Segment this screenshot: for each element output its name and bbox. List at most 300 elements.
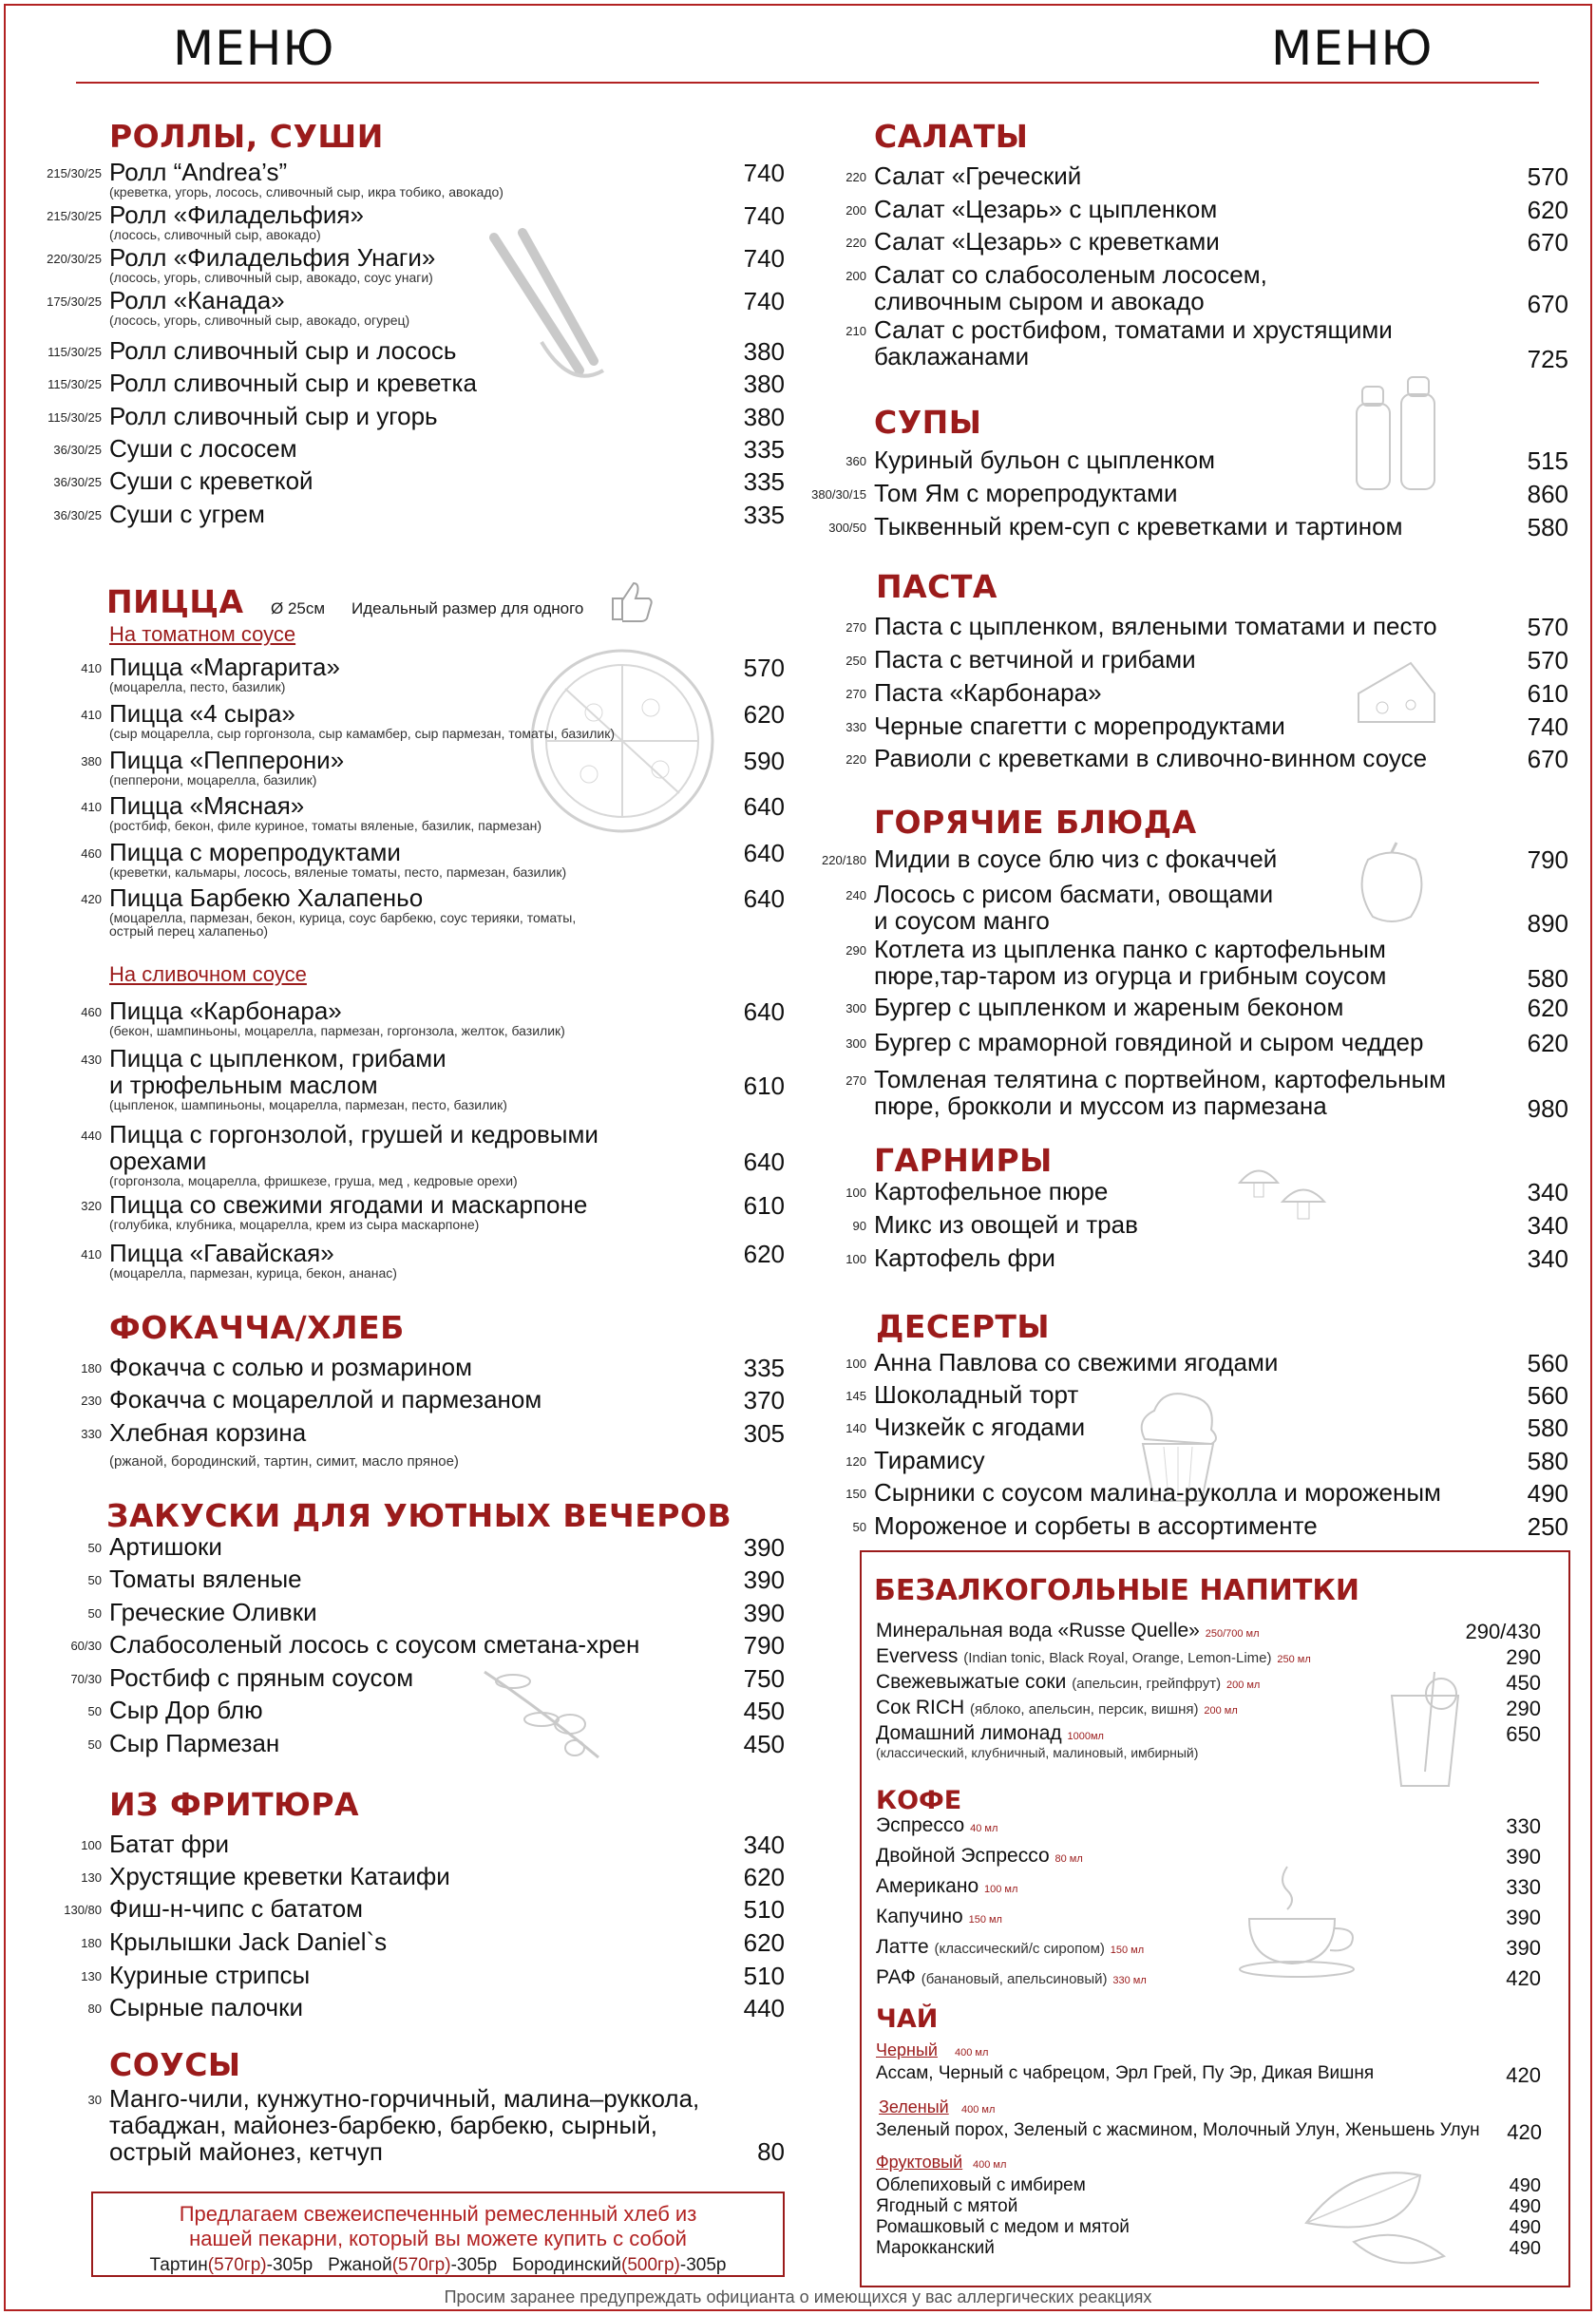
- fruit-tea-price: 490: [1509, 2196, 1541, 2217]
- item-name: Салат с ростбифом, томатами и хрустящими: [874, 315, 1393, 344]
- item-name: Картофель фри: [874, 1243, 1055, 1272]
- sauces-item: [87, 2084, 700, 2166]
- item-price: 570: [1527, 162, 1568, 191]
- drink-price: 290/430: [1465, 1620, 1541, 1643]
- fruit-tea-price: 490: [1509, 2238, 1541, 2259]
- menu-item: [81, 996, 565, 1038]
- item-price: 570: [743, 654, 785, 682]
- item-name: Сыр Дор блю: [109, 1696, 263, 1724]
- menu-item: [53, 466, 314, 495]
- drink-note: (классический/с сиропом): [934, 1941, 1105, 1957]
- item-name-line-2: пюре,тар-таром из огурца и грибным соусом: [874, 961, 1387, 990]
- drink-note: (апельсин, грейпфрут): [1072, 1676, 1222, 1692]
- item-weight: 200: [846, 269, 866, 283]
- item-weight: 230: [81, 1394, 102, 1408]
- menu-item: [87, 1729, 280, 1757]
- item-price: 340: [1527, 1211, 1568, 1240]
- item-name: Салат со слабосоленым лососем,: [874, 260, 1267, 289]
- item-price: 570: [1527, 613, 1568, 641]
- sauces-line-2: табаджан, майонез-барбекю, барбекю, сырный,: [109, 2111, 657, 2139]
- item-price: 640: [743, 792, 785, 821]
- drink-price: 290: [1506, 1645, 1541, 1669]
- item-weight: 240: [846, 888, 866, 902]
- cream-sauce-label: На сливочном соусе: [109, 962, 307, 986]
- item-price: 890: [1527, 909, 1568, 938]
- item-price: 390: [743, 1565, 785, 1594]
- item-weight: 50: [87, 1573, 102, 1587]
- olive-branch-sketch-icon: [475, 1653, 608, 1767]
- item-weight: 130: [81, 1969, 102, 1983]
- pepper-sketch-icon: [1349, 841, 1434, 926]
- item-name: Артишоки: [109, 1532, 222, 1561]
- item-weight: 175/30/25: [47, 294, 102, 309]
- menu-item: [81, 1190, 588, 1232]
- mushrooms-sketch-icon: [1235, 1159, 1330, 1235]
- tomato-sauce-label: На томатном соусе: [109, 622, 296, 646]
- drink-name: Двойной Эспрессо: [876, 1845, 1050, 1867]
- item-weight: 30: [87, 2093, 102, 2107]
- item-name: Пицца «Карбонара»: [109, 996, 342, 1025]
- item-price: 750: [743, 1664, 785, 1693]
- item-price: 440: [743, 1994, 785, 2022]
- drink-item: [876, 1906, 1002, 1928]
- item-weight: 360: [846, 454, 866, 468]
- item-weight: 120: [846, 1454, 866, 1469]
- item-desc: (креветки, кальмары, лосось, вяленые томаты, песто, пармезан, базилик): [109, 864, 567, 880]
- pizza-size-note: Ø 25см: [271, 599, 326, 617]
- item-weight: 100: [846, 1252, 866, 1266]
- item-weight: 210: [846, 324, 866, 338]
- menu-item: [47, 158, 504, 199]
- item-price: 860: [1527, 480, 1568, 508]
- soups-section-title: СУПЫ: [874, 404, 982, 441]
- bakery-item-price: -305р: [266, 2255, 314, 2275]
- item-name: Слабосоленый лосось с соусом сметана-хрен: [109, 1630, 640, 1659]
- item-name: Котлета из цыпленка панко с картофельным: [874, 935, 1386, 963]
- item-weight: 380/30/15: [811, 487, 866, 502]
- item-weight: 215/30/25: [47, 166, 102, 180]
- drink-item: [876, 1671, 1260, 1694]
- menu-item: [846, 227, 1220, 256]
- menu-item: [81, 1353, 472, 1381]
- tea-fruit-label: [876, 2153, 962, 2173]
- item-price: 570: [1527, 646, 1568, 674]
- menu-item: [81, 883, 577, 939]
- item-weight: 300: [846, 1036, 866, 1051]
- item-price: 620: [743, 700, 785, 729]
- menu-item: [87, 1532, 222, 1561]
- menu-item: [53, 500, 265, 528]
- item-price: 740: [743, 244, 785, 273]
- item-price: 560: [1527, 1349, 1568, 1377]
- item-name: Паста с цыпленком, вялеными томатами и песто: [874, 612, 1437, 640]
- item-price: 450: [743, 1697, 785, 1725]
- drink-name: Минеральная вода «Russe Quelle»: [876, 1620, 1200, 1641]
- item-name-line-2: сливочным сыром и авокадо: [874, 287, 1205, 315]
- item-weight: 150: [846, 1487, 866, 1501]
- menu-item: [846, 1478, 1441, 1507]
- item-price: 640: [743, 997, 785, 1026]
- item-price: 380: [743, 337, 785, 366]
- item-name: Ролл сливочный сыр и креветка: [109, 369, 477, 397]
- drink-volume: 330 мл: [1112, 1975, 1147, 1986]
- item-price: 450: [743, 1730, 785, 1758]
- menu-item: [846, 993, 1344, 1021]
- item-desc: (горгонзола, моцарелла, фришкезе, груша, мед , кедровые орехи): [109, 1173, 518, 1188]
- item-name: Ролл «Канада»: [109, 286, 285, 314]
- bakery-item-name: Ржаной: [328, 2255, 392, 2275]
- item-name: Бургер с мраморной говядиной и сыром чеддер: [874, 1028, 1424, 1056]
- item-name: Фиш-н-чипс с бататом: [109, 1894, 364, 1923]
- bakery-item-weight: (500гр): [621, 2255, 680, 2275]
- item-price: 620: [743, 1863, 785, 1891]
- item-price: 640: [743, 884, 785, 913]
- bakery-items: [93, 2255, 783, 2276]
- item-weight: 320: [81, 1199, 102, 1213]
- drink-volume: 250 мл: [1277, 1654, 1311, 1665]
- item-price: 610: [743, 1072, 785, 1100]
- drink-price: 390: [1506, 1845, 1541, 1869]
- bakery-item-weight: (570гр): [391, 2255, 451, 2275]
- menu-item: [81, 653, 340, 694]
- item-price: 790: [743, 1631, 785, 1660]
- drink-volume: 40 мл: [970, 1823, 998, 1834]
- menu-item: [47, 200, 364, 242]
- item-weight: 410: [81, 661, 102, 675]
- item-name: Суши с угрем: [109, 500, 265, 528]
- item-weight: 270: [846, 1073, 866, 1088]
- item-desc: (лосось, сливочный сыр, авокадо): [109, 227, 321, 242]
- item-price: 560: [1527, 1381, 1568, 1410]
- item-price: 790: [1527, 845, 1568, 874]
- item-price: 610: [743, 1191, 785, 1220]
- drink-price: 450: [1506, 1671, 1541, 1695]
- item-price: 580: [1527, 1414, 1568, 1442]
- fruit-tea-name: Марокканский: [876, 2238, 995, 2258]
- item-desc: (бекон, шампиньоны, моцарелла, пармезан, горгонзола, желток, базилик): [109, 1023, 565, 1038]
- item-weight: 115/30/25: [48, 410, 102, 425]
- item-weight: 36/30/25: [53, 475, 102, 489]
- item-name: Анна Павлова со свежими ягодами: [874, 1348, 1279, 1376]
- item-weight: 80: [87, 2002, 102, 2016]
- item-name: Пицца «Маргарита»: [109, 653, 340, 681]
- item-price: 610: [1527, 679, 1568, 708]
- item-name: Хрустящие креветки Катаифи: [109, 1862, 450, 1890]
- item-name: Равиоли с креветками в сливочно-винном соусе: [874, 744, 1428, 772]
- item-name: Пицца «Мясная»: [109, 791, 305, 820]
- item-name: Мидии в соусе блю чиз с фокаччей: [874, 844, 1278, 873]
- item-price: 380: [743, 370, 785, 398]
- pizza-sketch-icon: [518, 646, 727, 836]
- item-name: Бургер с цыпленком и жареным беконом: [874, 993, 1344, 1021]
- item-name: Пицца с морепродуктами: [109, 838, 401, 866]
- item-weight: 250: [846, 654, 866, 668]
- drink-name: Домашний лимонад: [876, 1722, 1062, 1744]
- menu-item: [87, 1993, 303, 2021]
- bakery-item-price: -305р: [679, 2255, 727, 2275]
- item-weight: 220: [846, 236, 866, 250]
- menu-item: [81, 1862, 450, 1890]
- drink-name: Латте: [876, 1936, 929, 1958]
- item-price: 305: [743, 1419, 785, 1448]
- item-price: 515: [1527, 446, 1568, 475]
- item-name-line-2: и соусом манго: [874, 906, 1050, 935]
- item-price: 510: [743, 1895, 785, 1924]
- menu-item: [48, 369, 477, 397]
- item-weight: 140: [846, 1421, 866, 1435]
- menu-item: [846, 935, 1387, 990]
- item-price: 740: [743, 287, 785, 315]
- menu-item: [846, 712, 1285, 740]
- sauces-line-3: острый майонез, кетчуп: [109, 2137, 383, 2166]
- drink-price: 330: [1506, 1814, 1541, 1838]
- tea-section-title: ЧАЙ: [876, 2004, 939, 2034]
- drink-item: [876, 1875, 1017, 1898]
- fruit-tea-name: Облепиховый с имбирем: [876, 2175, 1086, 2195]
- menu-item: [87, 1598, 317, 1626]
- menu-item: [70, 1663, 414, 1692]
- item-weight: 130: [81, 1870, 102, 1885]
- menu-item: [81, 838, 567, 880]
- item-desc: (сыр моцарелла, сыр горгонзола, сыр камамбер, сыр пармезан, томаты, базилик): [109, 726, 616, 741]
- item-weight: 300/50: [828, 521, 866, 535]
- item-name: Пицца с горгонзолой, грушей и кедровыми: [109, 1120, 598, 1148]
- drink-volume: 150 мл: [1110, 1945, 1145, 1956]
- item-price: 980: [1527, 1094, 1568, 1123]
- menu-item: [846, 678, 1102, 707]
- item-weight: 115/30/25: [48, 345, 102, 359]
- item-weight: 145: [846, 1389, 866, 1403]
- item-name: Ролл «Филадельфия»: [109, 200, 364, 229]
- menu-item: [846, 1065, 1447, 1120]
- item-name: Паста с ветчиной и грибами: [874, 645, 1196, 674]
- item-name: Чизкейк с ягодами: [874, 1413, 1086, 1441]
- item-weight: 270: [846, 687, 866, 701]
- item-price: 335: [743, 1354, 785, 1382]
- item-name: Том Ям с морепродуктами: [874, 479, 1178, 507]
- item-name-line-2: баклажанами: [874, 342, 1030, 370]
- drink-item: [876, 1936, 1144, 1959]
- item-weight: 270: [846, 620, 866, 635]
- tea-green-label-text: Зеленый: [879, 2097, 949, 2116]
- menu-item: [81, 1044, 507, 1112]
- drink-item: [876, 1845, 1083, 1868]
- menu-item: [846, 612, 1437, 640]
- item-weight: 50: [87, 1737, 102, 1752]
- item-name: Сыр Пармезан: [109, 1729, 280, 1757]
- item-name: Сырники с соусом малина-руколла и мороженым: [874, 1478, 1441, 1507]
- drink-price: 650: [1506, 1722, 1541, 1746]
- bread-basket-desc: (ржаной, бородинский, тартин, симит, масло пряное): [109, 1453, 459, 1470]
- chopsticks-sketch-icon: [475, 228, 608, 389]
- tea-black-price: 420: [1506, 2063, 1541, 2087]
- fruit-tea-price: 490: [1509, 2217, 1541, 2238]
- drink-price: 290: [1506, 1697, 1541, 1720]
- menu-item: [81, 1418, 307, 1447]
- sauces-line-1: Манго-чили, кунжутно-горчичный, малина–руккола,: [109, 2084, 700, 2113]
- menu-title-left: МЕНЮ: [173, 21, 335, 76]
- lemonade-desc: (классический, клубничный, малиновый, имбирный): [876, 1745, 1199, 1760]
- fried-section-title: ИЗ ФРИТЮРА: [109, 1786, 360, 1823]
- pasta-section-title: ПАСТА: [876, 568, 998, 605]
- item-name: Микс из овощей и трав: [874, 1210, 1138, 1239]
- salads-section-title: САЛАТЫ: [874, 118, 1029, 155]
- bakery-item-weight: (570гр): [207, 2255, 267, 2275]
- menu-item: [64, 1894, 364, 1923]
- sides-section-title: ГАРНИРЫ: [874, 1142, 1053, 1179]
- item-price: 340: [743, 1831, 785, 1859]
- item-price: 620: [743, 1928, 785, 1957]
- item-weight: 220/30/25: [47, 252, 102, 266]
- item-desc: (пепперони, моцарелла, базилик): [109, 772, 317, 787]
- drink-item: [876, 1722, 1104, 1745]
- item-price: 390: [743, 1533, 785, 1562]
- drink-name: РАФ: [876, 1966, 916, 1988]
- tea-fruit-label-text: Фруктовый: [876, 2153, 963, 2172]
- item-weight: 460: [81, 1005, 102, 1019]
- menu-item: [48, 336, 457, 365]
- item-price: 670: [1527, 290, 1568, 318]
- item-name: Куриный бульон с цыпленком: [874, 446, 1216, 474]
- cheese-sketch-icon: [1354, 655, 1439, 731]
- item-price: 510: [743, 1962, 785, 1990]
- item-price: 740: [743, 159, 785, 187]
- menu-item: [81, 1961, 311, 1989]
- item-weight: 50: [87, 1606, 102, 1621]
- menu-item: [846, 161, 1082, 190]
- item-price: 670: [1527, 745, 1568, 773]
- item-name: Фокачча с солью и розмарином: [109, 1353, 472, 1381]
- drink-price: 390: [1506, 1906, 1541, 1929]
- item-weight: 215/30/25: [47, 209, 102, 223]
- bakery-line-1: Предлагаем свежеиспеченный ремесленный хлеб из: [179, 2202, 697, 2226]
- item-price: 740: [743, 201, 785, 230]
- item-name: Греческие Оливки: [109, 1598, 317, 1626]
- item-name: Куриные стрипсы: [109, 1961, 311, 1989]
- drink-volume: 150 мл: [968, 1914, 1002, 1926]
- menu-item: [846, 260, 1267, 315]
- allergy-footer-note: Просим заранее предупреждать официанта о имеющихся у вас аллергических реакциях: [444, 2287, 1152, 2306]
- item-price: 335: [743, 467, 785, 496]
- item-name: Ролл «Филадельфия Унаги»: [109, 243, 436, 272]
- item-name: Сырные палочки: [109, 1993, 303, 2021]
- menu-item: [846, 744, 1428, 772]
- item-weight: 36/30/25: [53, 443, 102, 457]
- menu-item: [81, 1830, 229, 1858]
- item-name: Паста «Карбонара»: [874, 678, 1102, 707]
- tea-black-label: [876, 2040, 938, 2060]
- menu-item: [846, 315, 1393, 370]
- item-price: 740: [1527, 712, 1568, 741]
- item-price: 390: [743, 1599, 785, 1627]
- tea-green-vol: 400 мл: [961, 2104, 996, 2116]
- item-weight: 300: [846, 1001, 866, 1015]
- menu-item: [846, 195, 1218, 223]
- menu-item: [852, 1210, 1138, 1239]
- drink-volume: 250/700 мл: [1205, 1628, 1260, 1640]
- item-weight: 220: [846, 170, 866, 184]
- item-name: Пицца «4 сыра»: [109, 699, 295, 728]
- item-weight: 200: [846, 203, 866, 218]
- item-price: 640: [743, 839, 785, 867]
- item-price: 490: [1527, 1479, 1568, 1508]
- item-name: Пицца Барбекю Халапеньо: [109, 883, 424, 912]
- drink-note: (яблоко, апельсин, персик, вишня): [970, 1701, 1199, 1717]
- item-price: 335: [743, 435, 785, 464]
- bakery-line-2: нашей пекарни, который вы можете купить с собой: [189, 2227, 687, 2250]
- tea-black-desc: Ассам, Черный с чабрецом, Эрл Грей, Пу Эр, Дикая Вишня: [876, 2063, 1375, 2083]
- item-weight: 330: [846, 720, 866, 734]
- item-price: 370: [743, 1386, 785, 1414]
- item-weight: 180: [81, 1361, 102, 1376]
- drink-name: Эспрессо: [876, 1814, 965, 1836]
- item-price: 340: [1527, 1244, 1568, 1273]
- item-name: Салат «Цезарь» с цыпленком: [874, 195, 1218, 223]
- menu-item: [811, 479, 1178, 507]
- pizza-size-desc: Идеальный размер для одного: [352, 599, 584, 617]
- sauces-section-title: СОУСЫ: [109, 2046, 241, 2083]
- salt-pepper-sketch-icon: [1349, 375, 1444, 494]
- item-weight: 380: [81, 754, 102, 769]
- item-weight: 60/30: [70, 1639, 102, 1653]
- item-name: Тирамису: [874, 1446, 985, 1474]
- menu-title-right: МЕНЮ: [1271, 21, 1434, 76]
- menu-item: [846, 1446, 985, 1474]
- item-weight: 410: [81, 708, 102, 722]
- fruit-tea-name: Ягодный с мятой: [876, 2196, 1018, 2216]
- menu-item: [81, 1239, 397, 1281]
- bakery-item-price: -305р: [450, 2255, 498, 2275]
- item-desc-line-2: острый перец халапеньо): [109, 923, 269, 939]
- item-weight: 220: [846, 752, 866, 767]
- drink-name: Американо: [876, 1875, 979, 1897]
- menu-item: [81, 1120, 598, 1188]
- item-weight: 70/30: [70, 1672, 102, 1686]
- drink-name: Свежевыжатые соки: [876, 1671, 1067, 1693]
- drink-volume: 1000мл: [1067, 1731, 1104, 1742]
- item-name: Томаты вяленые: [109, 1565, 302, 1593]
- item-name: Пицца «Пепперони»: [109, 746, 345, 774]
- item-name: Картофельное пюре: [874, 1177, 1109, 1205]
- menu-item: [87, 1696, 263, 1724]
- item-name: Томленая телятина с портвейном, картофельным: [874, 1065, 1447, 1093]
- item-desc: (голубика, клубника, моцарелла, крем из сыра маскарпоне): [109, 1217, 480, 1232]
- tea-black-vol: 400 мл: [955, 2047, 989, 2059]
- item-name: Ролл сливочный сыр и угорь: [109, 402, 438, 430]
- item-name-line-2: пюре, брокколи и муссом из пармезана: [874, 1091, 1327, 1120]
- menu-item: [828, 512, 1403, 541]
- drink-volume: 200 мл: [1204, 1705, 1238, 1717]
- item-name: Ролл сливочный сыр и лосось: [109, 336, 457, 365]
- item-name: Ростбиф с пряным соусом: [109, 1663, 414, 1692]
- menu-item: [81, 746, 345, 787]
- item-desc: (ростбиф, бекон, филе куриное, томаты вяленые, базилик, пармезан): [109, 818, 542, 833]
- menu-item: [852, 1511, 1318, 1540]
- item-weight: 90: [852, 1219, 866, 1233]
- item-name: Суши с лососем: [109, 434, 297, 463]
- drink-price: 330: [1506, 1875, 1541, 1899]
- bakery-item-name: Тартин: [149, 2255, 208, 2275]
- menu-item: [53, 434, 297, 463]
- menu-item: [846, 645, 1196, 674]
- item-price: 580: [1527, 513, 1568, 541]
- item-price: 725: [1527, 345, 1568, 373]
- item-name: Мороженое и сорбеты в ассортименте: [874, 1511, 1318, 1540]
- item-price: 620: [1527, 1029, 1568, 1057]
- item-weight: 420: [81, 892, 102, 906]
- drink-note: (Indian tonic, Black Royal, Orange, Lemon-Lime): [963, 1650, 1272, 1666]
- tea-green-label: [879, 2097, 949, 2117]
